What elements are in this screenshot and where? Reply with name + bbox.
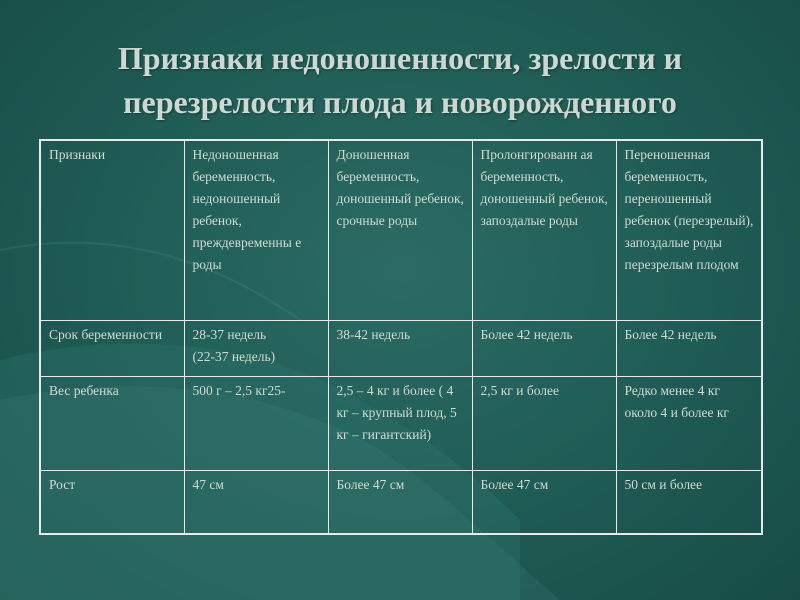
slide-title-line-2: перезрелости плода и новорожденного: [123, 84, 677, 120]
comparison-table: [39, 139, 763, 535]
table-cell: 47 см: [184, 470, 328, 534]
table-cell: Более 47 см: [472, 470, 616, 534]
header-cell-term: Доношенная беременность, доношенный ребенок, срочные роды: [328, 140, 472, 320]
row-label-height: Рост: [40, 470, 184, 534]
table-cell: Более 42 недель: [616, 320, 762, 376]
table-row: [40, 470, 762, 534]
header-cell-preterm: Недоношенная беременность, недоношенный ребенок, преждевременны е роды: [184, 140, 328, 320]
slide-title-line-1: Признаки недоношенности, зрелости и: [117, 40, 683, 76]
header-cell-prolonged: Пролонгированн ая беременность, доношенный ребенок, запоздалые роды: [472, 140, 616, 320]
row-label-gestation-term: Срок беременности: [40, 320, 184, 376]
table-cell: Редко менее 4 кг около 4 и более кг: [616, 376, 762, 470]
row-label-weight: Вес ребенка: [40, 376, 184, 470]
table-row: [40, 320, 762, 376]
header-cell-postterm: Переношенная беременность, переношенный ребенок (перезрелый), запоздалые роды перезрелым плодом: [616, 140, 762, 320]
header-cell-signs: Признаки: [40, 140, 184, 320]
table-cell: Более 47 см: [328, 470, 472, 534]
table-cell: 2,5 – 4 кг и более ( 4 кг – крупный плод, 5 кг – гигантский): [328, 376, 472, 470]
table-cell: 28-37 недель (22-37 недель): [184, 320, 328, 376]
table-cell: 500 г – 2,5 кг25-: [184, 376, 328, 470]
table-cell: 38-42 недель: [328, 320, 472, 376]
table-cell: Более 42 недель: [472, 320, 616, 376]
table-cell: 2,5 кг и более: [472, 376, 616, 470]
table-header-row: [40, 140, 762, 320]
table-cell: 50 см и более: [616, 470, 762, 534]
slide-title: [40, 36, 760, 124]
table-row: [40, 376, 762, 470]
